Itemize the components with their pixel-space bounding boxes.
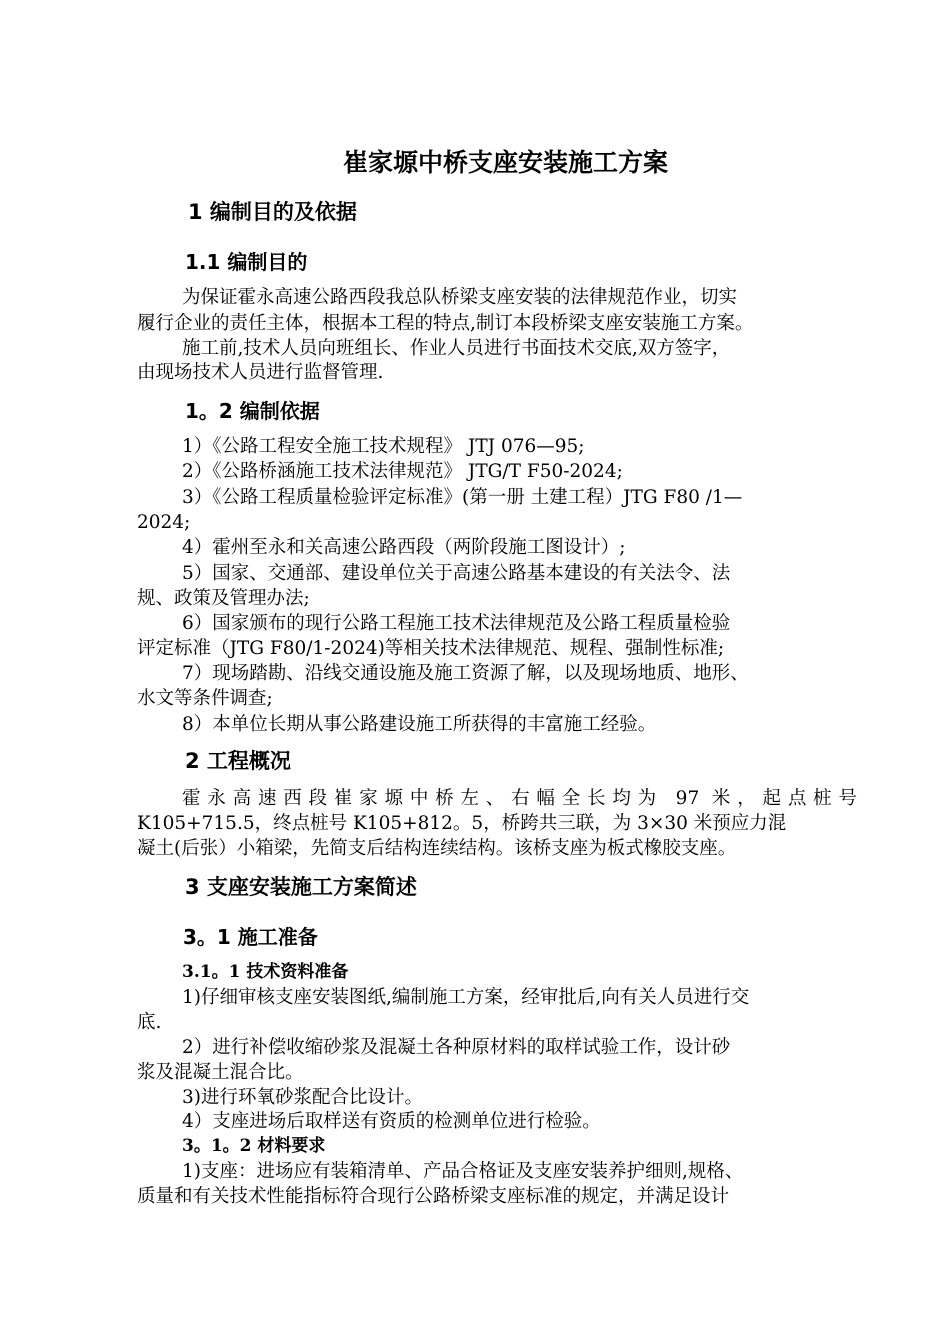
paragraph-line: 施工前,技术人员向班组长、作业人员进行书面技术交底,双方签字， xyxy=(182,338,731,359)
section-3-1-heading: 3。1 施工准备 xyxy=(183,925,318,949)
section-1-2-heading: 1。2 编制依据 xyxy=(185,399,320,423)
basis-item: 5）国家、交通部、建设单位关于高速公路基本建设的有关法令、法 xyxy=(182,563,731,584)
section-1-1-heading: 1.1 编制目的 xyxy=(185,250,308,274)
basis-item: 1）《公路工程安全施工技术规程》 JTJ 076—95; xyxy=(182,436,585,457)
basis-item: 7）现场踏勘、沿线交通设施及施工资源了解，以及现场地质、地形、 xyxy=(182,663,749,684)
prep-item: 2）进行补偿收缩砂浆及混凝土各种原材料的取样试验工作，设计砂 xyxy=(182,1037,731,1058)
document-title: 崔家塬中桥支座安装施工方案 xyxy=(343,148,669,177)
prep-item: 底. xyxy=(137,1012,162,1033)
basis-item: 8）本单位长期从事公路建设施工所获得的丰富施工经验。 xyxy=(182,714,657,735)
prep-item: 1)仔细审核支座安装图纸,编制施工方案，经审批后,向有关人员进行交 xyxy=(182,987,750,1008)
basis-item: 6）国家颁布的现行公路工程施工技术法律规范及公路工程质量检验 xyxy=(182,613,731,634)
section-3-heading: 3 支座安装施工方案简述 xyxy=(185,875,417,899)
basis-item: 2）《公路桥涵施工技术法律规范》 JTG/T F50-2024; xyxy=(182,461,623,482)
basis-item: 规、政策及管理办法; xyxy=(137,588,310,609)
basis-item: 3）《公路工程质量检验评定标准》(第一册 土建工程）JTG F80 /1— xyxy=(182,487,743,508)
paragraph-line: 为保证霍永高速公路西段我总队桥梁支座安装的法律规范作业，切实 xyxy=(182,287,738,308)
paragraph-line: 履行企业的责任主体，根据本工程的特点,制订本段桥梁支座安装施工方案。 xyxy=(137,313,754,334)
section-3-1-2-heading: 3。1。2 材料要求 xyxy=(182,1136,326,1156)
section-1-heading: 1 编制目的及依据 xyxy=(188,200,357,224)
basis-item: 评定标准（JTG F80/1-2024)等相关技术法律规范、规程、强制性标准; xyxy=(137,638,725,659)
paragraph-line: 由现场技术人员进行监督管理. xyxy=(137,362,384,383)
overview-line: 霍永高速西段崔家塬中桥左、右幅全长均为 97 米，起点桩号 xyxy=(182,788,857,809)
material-item: 1)支座：进场应有装箱清单、产品合格证及支座安装养护细则,规格、 xyxy=(182,1161,744,1182)
material-item: 质量和有关技术性能指标符合现行公路桥梁支座标准的规定，并满足设计 xyxy=(137,1186,730,1207)
overview-line: K105+715.5，终点桩号 K105+812。5，桥跨共三联，为 3×30 米预应力混 xyxy=(137,813,787,834)
basis-item: 4）霍州至永和关高速公路西段（两阶段施工图设计）; xyxy=(182,537,626,558)
section-2-heading: 2 工程概况 xyxy=(185,749,291,773)
basis-item: 水文等条件调查; xyxy=(137,688,273,709)
prep-item: 浆及混凝土混合比。 xyxy=(137,1062,304,1083)
section-3-1-1-heading: 3.1。1 技术资料准备 xyxy=(182,962,349,982)
overview-line: 凝土(后张）小箱梁，先简支后结构连续结构。该桥支座为板式橡胶支座。 xyxy=(137,838,737,859)
prep-item: 3)进行环氧砂浆配合比设计。 xyxy=(182,1087,423,1108)
basis-item: 2024; xyxy=(137,512,191,533)
prep-item: 4）支座进场后取样送有资质的检测单位进行检验。 xyxy=(182,1111,601,1132)
